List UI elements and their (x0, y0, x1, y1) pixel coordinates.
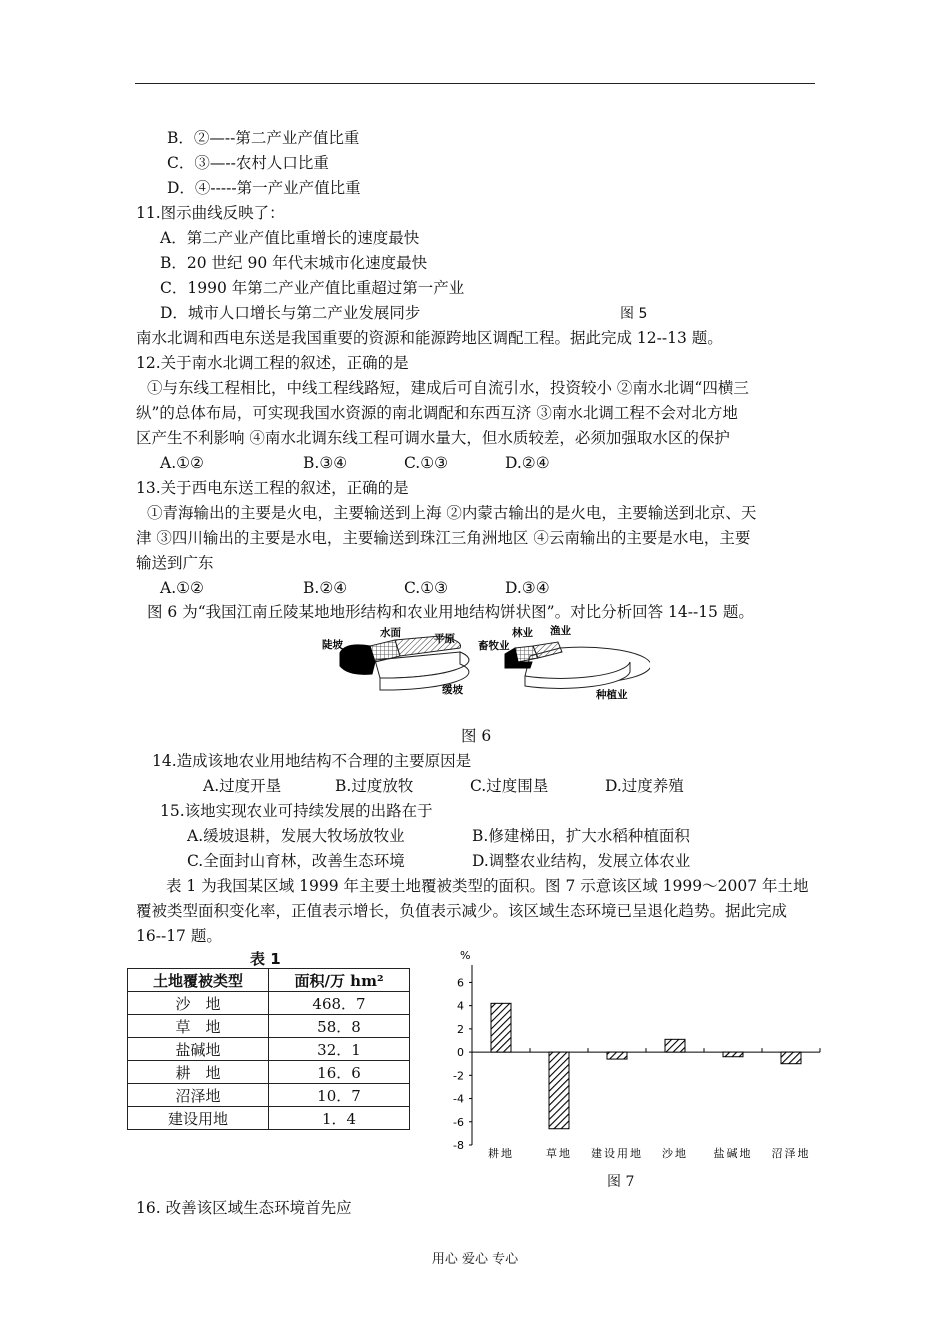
q11-option-b: B．20 世纪 90 年代末城市化速度最快 (160, 254, 428, 272)
intro-12-13: 南水北调和西电东送是我国重要的资源和能源跨地区调配工程。据此完成 12--13 题。 (136, 329, 723, 347)
land-cover-table (127, 968, 410, 1130)
table-header: 土地覆被类型 (128, 969, 269, 992)
table-cell: 58．8 (269, 1015, 410, 1038)
x-tick-label: 盐碱地 (713, 1147, 753, 1160)
q15-option-b: B.修建梯田，扩大水稻种植面积 (472, 827, 690, 845)
pie-label: 渔业 (550, 625, 571, 637)
table-cell: 盐碱地 (128, 1038, 269, 1061)
q11-option-d: D．城市人口增长与第二产业发展同步 (160, 304, 421, 322)
q12-option-d: D.②④ (505, 454, 550, 472)
table-row (128, 1061, 410, 1084)
q12-option-b: B.③④ (303, 454, 348, 472)
figure-6-pies (300, 618, 650, 708)
option-c: C．③—--农村人口比重 (167, 154, 329, 172)
y-tick-label: -6 (453, 1115, 464, 1129)
question-13: 13.关于西电东送工程的叙述，正确的是 (136, 479, 409, 497)
x-tick-label: 草地 (546, 1147, 572, 1160)
table-row (128, 1015, 410, 1038)
figure-7-bar-chart (440, 945, 830, 1165)
table-cell: 耕 地 (128, 1061, 269, 1084)
table-cell: 建设用地 (128, 1107, 269, 1130)
q13-option-b: B.②④ (303, 579, 348, 597)
q14-option-c: C.过度围垦 (470, 777, 549, 795)
question-16: 16. 改善该区域生态环境首先应 (136, 1199, 352, 1217)
agri-pie (478, 624, 650, 701)
pie-label: 陡坡 (322, 639, 343, 651)
q14-option-d: D.过度养殖 (605, 777, 684, 795)
bar (491, 1003, 511, 1052)
bar (549, 1052, 569, 1129)
question-12: 12.关于南水北调工程的叙述，正确的是 (136, 354, 409, 372)
y-tick-label: -8 (453, 1139, 464, 1152)
q13-option-a: A.①② (160, 579, 204, 597)
table-cell: 1．4 (269, 1107, 410, 1130)
y-tick-label: -4 (453, 1092, 464, 1106)
q15-option-a: A.缓坡退耕，发展大牧场放牧业 (187, 827, 405, 845)
table-cell: 16．6 (269, 1061, 410, 1084)
q13-statement-line: 输送到广东 (136, 554, 214, 572)
x-tick-label: 建设用地 (591, 1147, 643, 1160)
pie-label: 平原 (434, 633, 455, 645)
y-tick-label: 0 (457, 1046, 464, 1060)
bar (665, 1039, 685, 1052)
table-cell: 32．1 (269, 1038, 410, 1061)
terrain-pie (322, 626, 469, 696)
table-cell: 沙 地 (128, 992, 269, 1015)
pie-slice-steep-slope (340, 645, 375, 674)
q15-option-d: D.调整农业结构，发展立体农业 (472, 852, 691, 870)
q13-option-c: C.①③ (404, 579, 449, 597)
pie-label: 水面 (380, 627, 401, 639)
bar (781, 1052, 801, 1064)
table-cell: 草 地 (128, 1015, 269, 1038)
bar (723, 1052, 743, 1057)
y-tick-label: 6 (457, 976, 464, 990)
table-1-title: 表 1 (250, 950, 281, 968)
intro-16-17: 表 1 为我国某区域 1999 年主要土地覆被类型的面积。图 7 示意该区域 1999～2007 年土地 (166, 877, 809, 895)
pie-label: 畜牧业 (478, 640, 510, 652)
y-tick-label: 4 (457, 999, 464, 1013)
q12-option-a: A.①② (160, 454, 204, 472)
figure-7-caption: 图 7 (607, 1174, 635, 1190)
page-footer: 用心 爱心 专心 (431, 1252, 519, 1267)
option-d: D．④-----第一产业产值比重 (167, 179, 361, 197)
table-header-row (128, 969, 410, 992)
q13-statement-line: 津 ③四川输出的主要是水电，主要输送到珠江三角洲地区 ④云南输出的主要是水电，主要 (136, 529, 751, 547)
q13-option-d: D.③④ (505, 579, 550, 597)
q14-option-b: B.过度放牧 (335, 777, 414, 795)
q15-option-c: C.全面封山育林，改善生态环境 (187, 852, 405, 870)
q13-statement-line: ①青海输出的主要是火电，主要输送到上海 ②内蒙古输出的是火电，主要输送到北京、天 (147, 504, 757, 522)
q12-option-c: C.①③ (404, 454, 449, 472)
question-14: 14.造成该地农业用地结构不合理的主要原因是 (152, 752, 472, 770)
table-cell: 468．7 (269, 992, 410, 1015)
intro-16-17: 16--17 题。 (136, 927, 222, 945)
table-row (128, 1038, 410, 1061)
option-b: B．②—--第二产业产值比重 (167, 129, 360, 147)
y-tick-label: 2 (457, 1022, 464, 1036)
question-15: 15.该地实现农业可持续发展的出路在于 (160, 802, 433, 820)
x-tick-label: 沼泽地 (771, 1147, 811, 1160)
intro-14-15: 图 6 为“我国江南丘陵某地地形结构和农业用地结构饼状图”。对比分析回答 14--15 题。 (147, 603, 754, 621)
y-tick-label: -2 (453, 1069, 464, 1083)
table-cell: 10．7 (269, 1084, 410, 1107)
q12-statement-line: 纵”的总体布局，可实现我国水资源的南北调配和东西互济 ③南水北调工程不会对北方地 (136, 404, 738, 422)
pie-label: 种植业 (596, 689, 628, 701)
table-cell: 沼泽地 (128, 1084, 269, 1107)
q12-statement-line: 区产生不利影响 ④南水北调东线工程可调水量大，但水质较差，必须加强取水区的保护 (136, 429, 730, 447)
q14-option-a: A.过度开垦 (203, 777, 282, 795)
header-rule (135, 83, 815, 84)
question-11: 11.图示曲线反映了： (136, 204, 285, 222)
pie-label: 缓坡 (442, 684, 463, 696)
figure-6-caption: 图 6 (461, 727, 492, 745)
intro-16-17: 覆被类型面积变化率，正值表示增长，负值表示减少。该区域生态环境已呈退化趋势。据此完成 (136, 902, 788, 920)
q11-option-c: C．1990 年第二产业产值比重超过第一产业 (160, 279, 465, 297)
y-axis-label: % (460, 949, 471, 962)
table-row (128, 1107, 410, 1130)
table-row (128, 1084, 410, 1107)
pie-label: 林业 (512, 627, 533, 639)
q11-option-a: A．第二产业产值比重增长的速度最快 (160, 229, 420, 247)
x-tick-label: 耕地 (488, 1147, 514, 1160)
bar (607, 1052, 627, 1059)
figure-5-caption: 图 5 (620, 306, 648, 322)
q12-statement-line: ①与东线工程相比，中线工程线路短，建成后可自流引水，投资较小 ②南水北调“四横三 (147, 379, 749, 397)
x-tick-label: 沙地 (662, 1147, 688, 1160)
table-row (128, 992, 410, 1015)
table-header: 面积/万 hm² (269, 969, 410, 992)
